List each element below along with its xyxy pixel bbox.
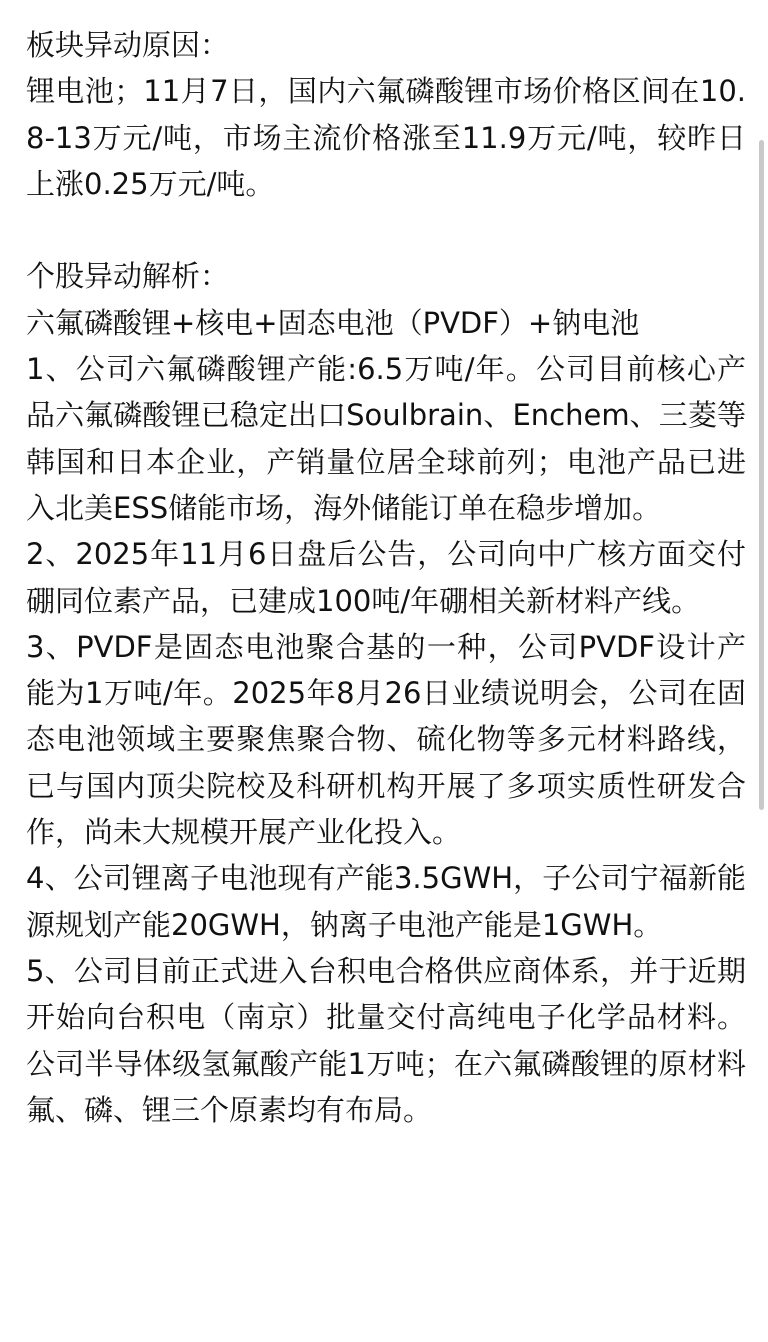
analysis-item-1: 1、公司六氟磷酸锂产能:6.5万吨/年。公司目前核心产品六氟磷酸锂已稳定出口Soulbrain、Enchem、三菱等韩国和日本企业，产销量位居全球前列；电池产品已进入北美ESS储能市场，海外储能订单在稳步增加。 xyxy=(26,352,746,525)
paragraph-spacer xyxy=(26,207,746,253)
section-heading-sector-reason: 板块异动原因： xyxy=(26,28,230,62)
analysis-item-5: 5、公司目前正式进入台积电合格供应商体系，并于近期开始向台积电（南京）批量交付高纯电子化学品材料。公司半导体级氢氟酸产能1万吨；在六氟磷酸锂的原材料氟、磷、锂三个原素均有布局。 xyxy=(26,953,746,1127)
article-body xyxy=(26,22,746,1133)
analysis-item-2: 2、2025年11月6日盘后公告，公司向中广核方面交付硼同位素产品，已建成100吨/年硼相关新材料产线。 xyxy=(26,537,746,618)
concept-tags-line: 六氟磷酸锂+核电+固态电池（PVDF）+钠电池 xyxy=(26,305,640,340)
analysis-item-4: 4、公司锂离子电池现有产能3.5GWH，子公司宁福新能源规划产能20GWH，钠离子电池产能是1GWH。 xyxy=(26,861,746,942)
section-heading-stock-analysis: 个股异动解析： xyxy=(26,259,230,294)
sector-reason-text: 锂电池；11月7日，国内六氟磷酸锂市场价格区间在10.8-13万元/吨，市场主流价格涨至11.9万元/吨，较昨日上涨0.25万元/吨。 xyxy=(26,74,746,201)
vertical-scrollbar[interactable] xyxy=(759,140,764,810)
analysis-item-3: 3、PVDF是固态电池聚合基的一种，公司PVDF设计产能为1万吨/年。2025年8月26日业绩说明会，公司在固态电池领域主要聚焦聚合物、硫化物等多元材料路线，已与国内顶尖院校及科研机构开展了多项实质性研发合作，尚未大规模开展产业化投入。 xyxy=(26,629,746,850)
